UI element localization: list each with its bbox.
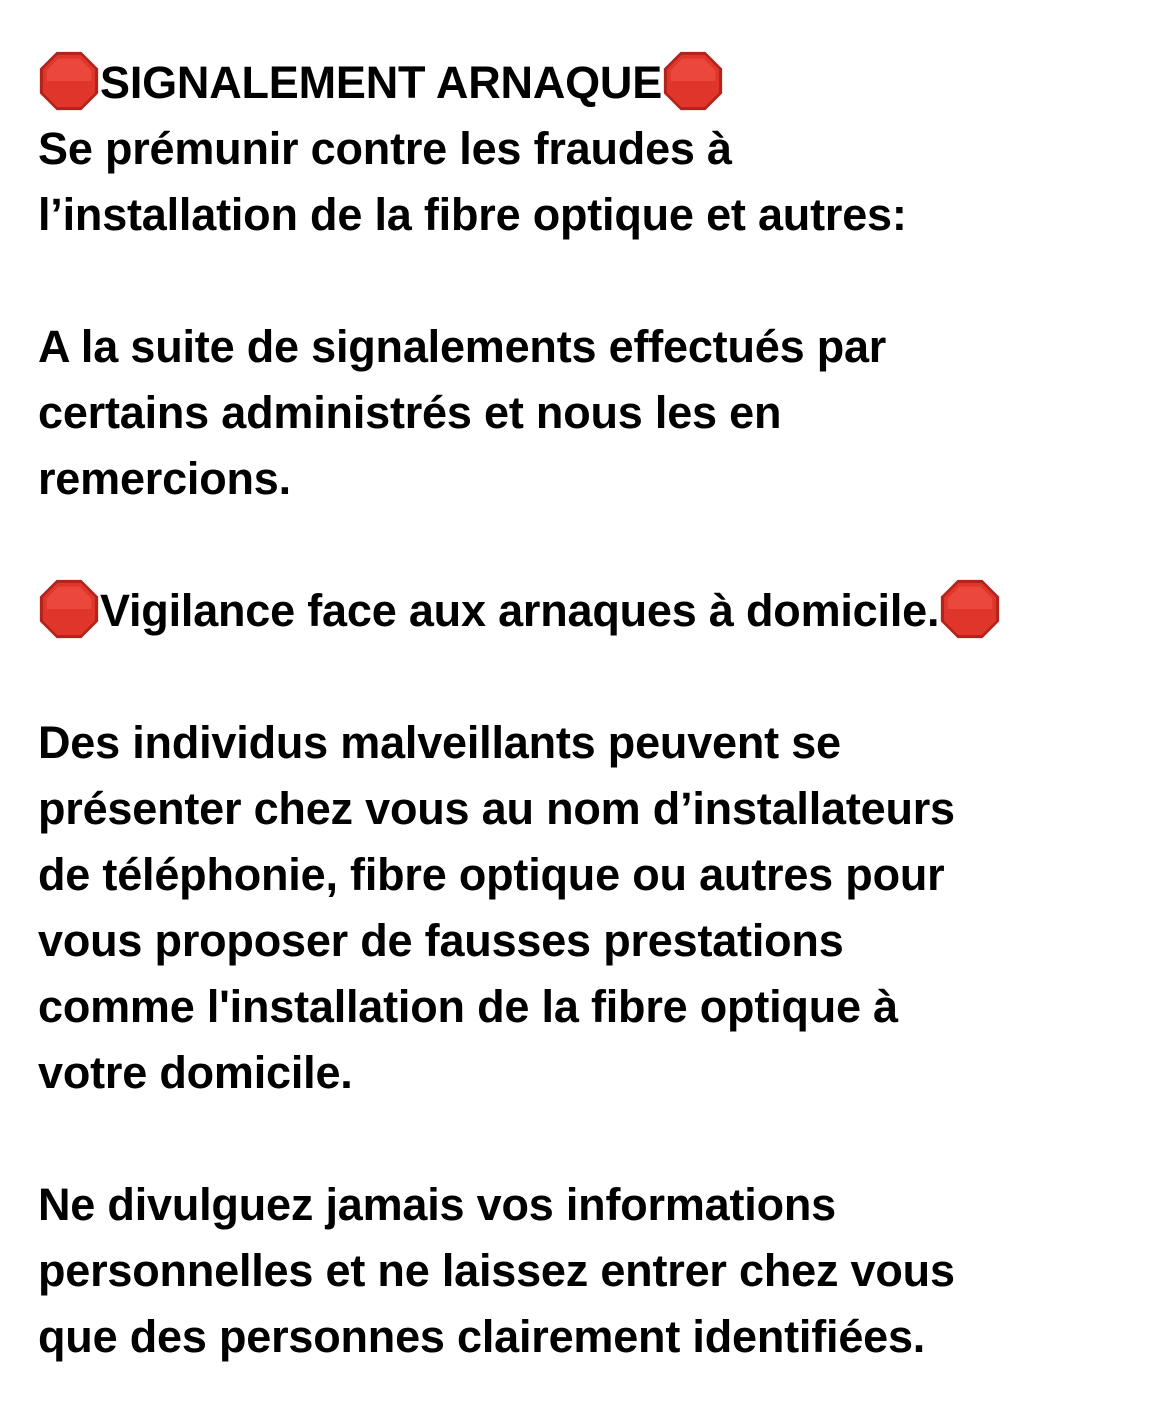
paragraph-gap bbox=[38, 644, 1148, 710]
intro-line: l’installation de la fibre optique et autres: bbox=[38, 189, 907, 240]
details-line: vous proposer de fausses prestations bbox=[38, 915, 844, 966]
details-line: de téléphonie, fibre optique ou autres pour bbox=[38, 849, 945, 900]
intro-line: Se prémunir contre les fraudes à bbox=[38, 123, 732, 174]
advice-line: Ne divulguez jamais vos informations bbox=[38, 1179, 836, 1230]
message-body bbox=[38, 50, 1148, 1370]
details-line: comme l'installation de la fibre optique à bbox=[38, 981, 898, 1032]
paragraph-gap bbox=[38, 512, 1148, 578]
stop-sign-icon bbox=[939, 578, 1001, 640]
stop-sign-icon bbox=[662, 50, 724, 112]
paragraph-gap bbox=[38, 248, 1148, 314]
details-line: présenter chez vous au nom d’installateurs bbox=[38, 783, 955, 834]
page-title: SIGNALEMENT ARNAQUE bbox=[100, 57, 663, 108]
thanks-line: certains administrés et nous les en bbox=[38, 387, 782, 438]
stop-sign-icon bbox=[38, 50, 100, 112]
title-line bbox=[38, 50, 1148, 116]
stop-sign-icon bbox=[38, 578, 100, 640]
details-line: Des individus malveillants peuvent se bbox=[38, 717, 841, 768]
paragraph-gap bbox=[38, 1106, 1148, 1172]
details-line: votre domicile. bbox=[38, 1047, 353, 1098]
warning-heading-line bbox=[38, 578, 1148, 644]
advice-line: personnelles et ne laissez entrer chez vous bbox=[38, 1245, 955, 1296]
warning-heading: Vigilance face aux arnaques à domicile. bbox=[100, 585, 940, 636]
thanks-line: remercions. bbox=[38, 453, 291, 504]
advice-line: que des personnes clairement identifiées. bbox=[38, 1311, 926, 1362]
thanks-line: A la suite de signalements effectués par bbox=[38, 321, 887, 372]
